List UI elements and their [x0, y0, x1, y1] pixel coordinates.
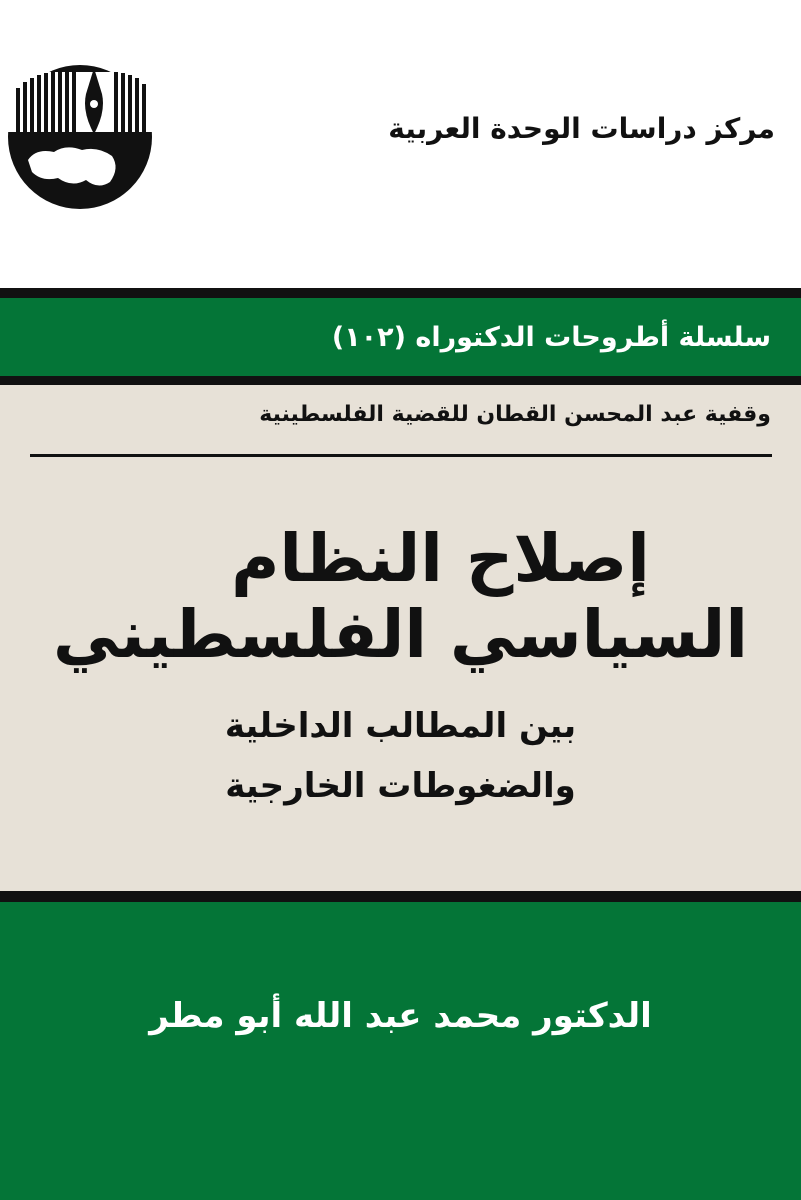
author-name: الدكتور محمد عبد الله أبو مطر: [149, 996, 652, 1036]
author-band: [0, 902, 801, 1200]
book-subtitle-line-1: بين المطالب الداخلية: [224, 706, 577, 746]
series-title: سلسلة أطروحات الدكتوراه (١٠٢): [331, 322, 771, 353]
publisher-name: مركز دراسات الوحدة العربية: [388, 112, 775, 145]
publisher-logo-icon: [2, 64, 158, 210]
divider: [0, 376, 801, 385]
divider: [0, 288, 801, 298]
divider: [30, 454, 772, 457]
book-title-line-2: السياسي الفلسطيني: [53, 596, 748, 673]
divider: [0, 891, 801, 902]
endowment-line: وقفية عبد المحسن القطان للقضية الفلسطينية: [259, 402, 771, 427]
book-subtitle-line-2: والضغوطات الخارجية: [225, 766, 576, 806]
book-title-line-1: إصلاح النظام: [231, 520, 650, 597]
